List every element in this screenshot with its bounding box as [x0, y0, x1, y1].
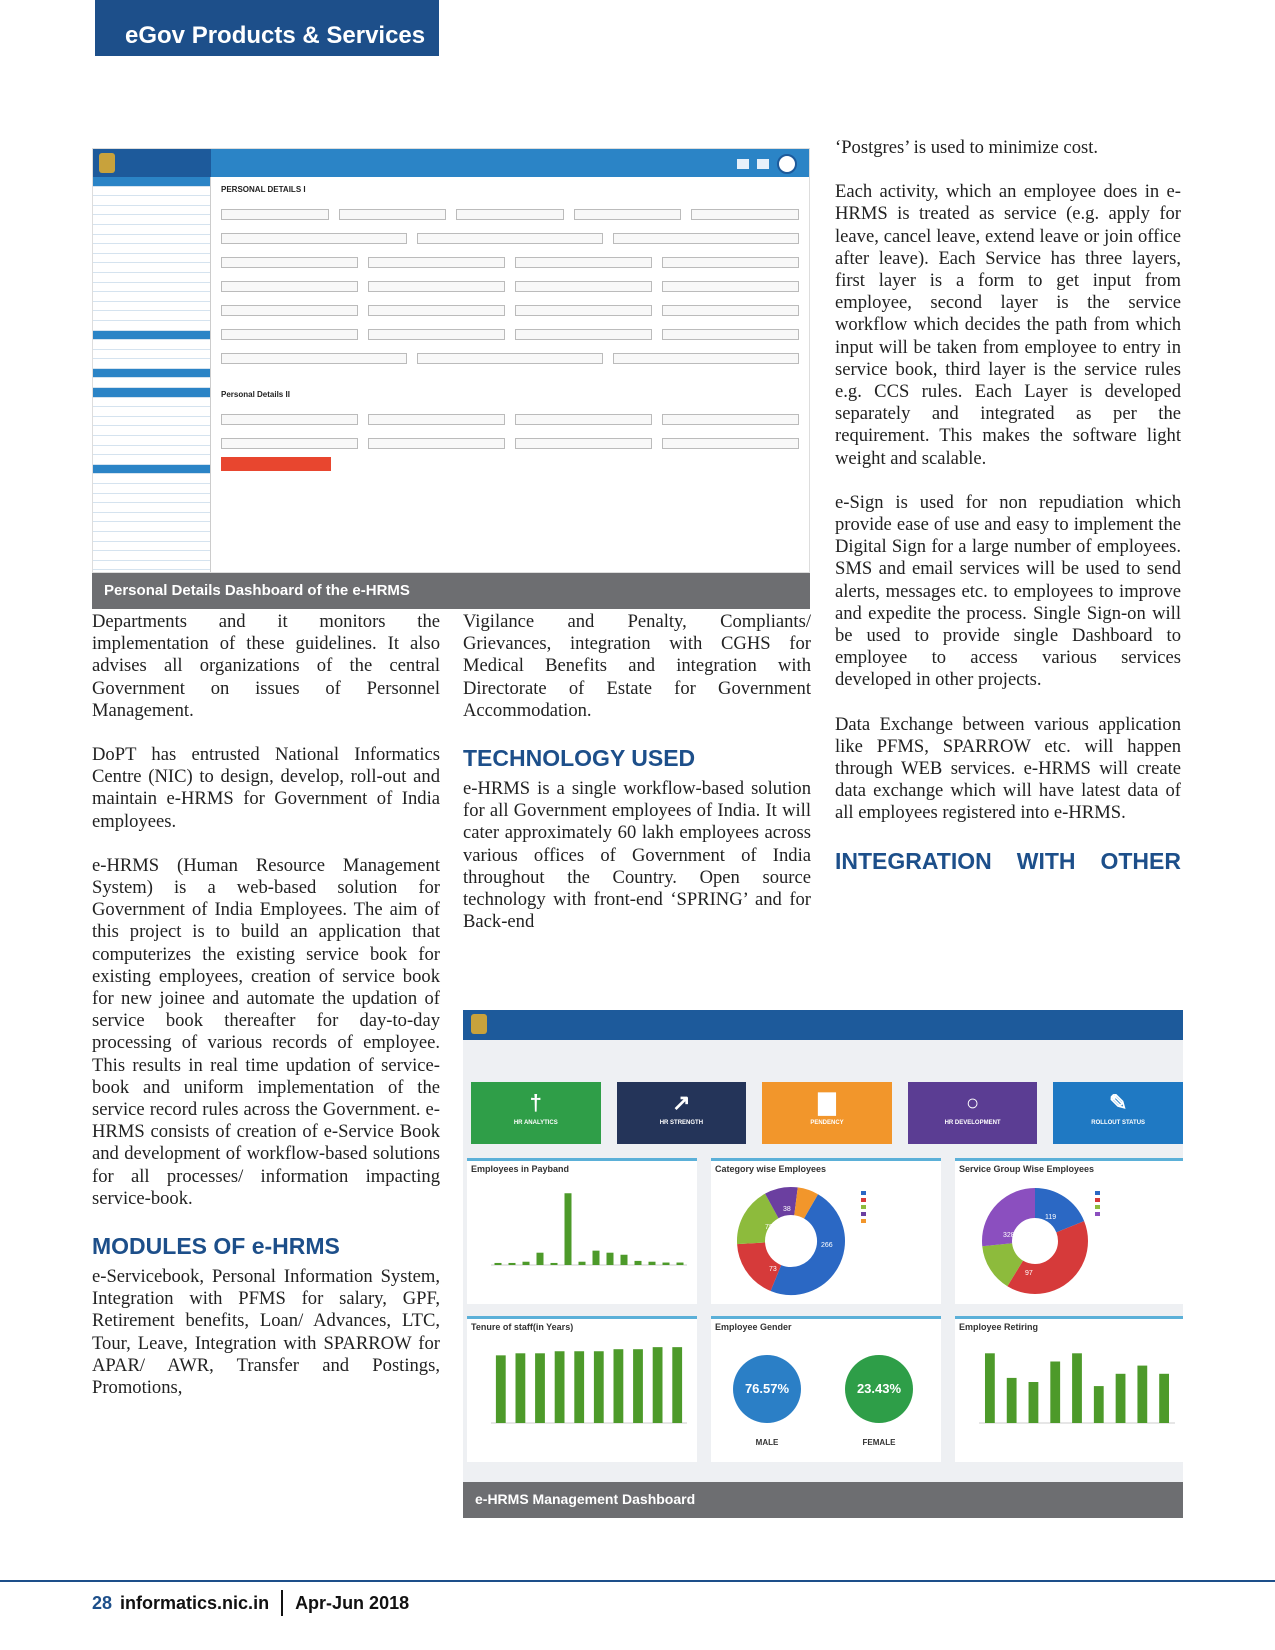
mini-toolbar-icons	[737, 154, 797, 174]
trend-icon: ↗	[672, 1090, 691, 1115]
retiring-chart	[955, 1335, 1183, 1463]
panel-title: Employees in Payband	[471, 1164, 570, 1174]
chart-bar	[621, 1255, 628, 1265]
dash-tile	[762, 1082, 892, 1144]
mini-sidebar-item	[93, 407, 210, 417]
mini-field-input	[221, 353, 407, 364]
mini-sidebar-item	[93, 311, 210, 321]
mini-form-field	[662, 250, 799, 268]
mini-field-input	[221, 414, 358, 425]
mini-sidebar-item	[93, 484, 210, 494]
modules-heading: MODULES OF e-HRMS	[92, 1233, 340, 1260]
integration-heading: INTEGRATION WITH OTHER	[835, 847, 1181, 874]
mini-sidebar-item	[93, 235, 210, 245]
mini-form-field	[221, 431, 358, 449]
chart-bar	[537, 1253, 544, 1265]
donut-label: 73	[769, 1266, 777, 1273]
mini-field-label	[574, 202, 682, 209]
mini-form-field	[221, 298, 358, 316]
chart-bar	[635, 1261, 642, 1265]
mini-field-input	[515, 438, 652, 449]
col3-paragraph-1: ‘Postgres’ is used to minimize cost.	[835, 137, 1099, 158]
mini-form-field	[221, 202, 329, 220]
mini-sidebar-item	[93, 378, 210, 388]
chart-bar	[496, 1355, 506, 1423]
figure2-screenshot	[463, 1010, 1183, 1482]
mini-field-input	[368, 305, 505, 316]
mini-form-field	[368, 298, 505, 316]
panel-payband	[467, 1158, 697, 1304]
legend-swatch	[1095, 1212, 1100, 1216]
panel-retiring	[955, 1316, 1183, 1462]
mini-form-field	[515, 322, 652, 340]
chart-bar	[1094, 1386, 1104, 1423]
mini-sidebar-item	[93, 350, 210, 360]
form-section2-title: Personal Details II	[221, 390, 290, 399]
mini-form-field	[221, 250, 358, 268]
female-percent: 23.43%	[856, 1381, 902, 1396]
chart-bar	[663, 1263, 670, 1265]
mini-field-input	[515, 305, 652, 316]
chart-bar	[579, 1262, 586, 1265]
save-button	[221, 457, 331, 471]
dash-tile	[908, 1082, 1038, 1144]
mini-field-input	[691, 209, 799, 220]
mini-form-row	[221, 322, 799, 340]
mini-sidebar-item	[93, 455, 210, 465]
mini-form-field	[368, 407, 505, 425]
male-label: MALE	[755, 1438, 779, 1447]
grid-icon	[757, 159, 769, 169]
chart-bar	[1050, 1362, 1060, 1424]
chart-bar	[1159, 1374, 1169, 1423]
mini-sidebar-item	[93, 273, 210, 283]
mini-sidebar-item	[93, 187, 210, 197]
panel-title: Employee Gender	[715, 1322, 792, 1332]
mini-field-label	[221, 346, 407, 353]
mini-form-field	[613, 226, 799, 244]
donut-label: 266	[821, 1242, 833, 1249]
mini-form-row	[221, 346, 799, 364]
mini-form-field	[417, 226, 603, 244]
mini-sidebar-item	[93, 494, 210, 504]
mini-field-label	[515, 322, 652, 329]
mini-form-row	[221, 274, 799, 292]
chart-bar	[593, 1251, 600, 1265]
mini-field-input	[417, 353, 603, 364]
mini-field-label	[221, 322, 358, 329]
legend-swatch	[1095, 1205, 1100, 1209]
payband-chart	[467, 1177, 697, 1305]
chart-bar	[672, 1347, 682, 1423]
bars-icon: ▇	[818, 1090, 836, 1115]
mini-sidebar-item	[93, 503, 210, 513]
mini-field-input	[662, 305, 799, 316]
col1-paragraph-1: Departments and it monitors the implementation of these guidelines. It also advises all organizations of the central Government on issues of Personnel Management.	[92, 611, 440, 721]
mini-form-field	[417, 346, 603, 364]
chart-bar	[495, 1263, 502, 1265]
chart-bar	[535, 1353, 545, 1423]
mini-form-row	[221, 202, 799, 220]
mini-field-input	[574, 209, 682, 220]
mini-field-label	[221, 250, 358, 257]
legend-swatch	[1095, 1198, 1100, 1202]
mini-sidebar-item	[93, 426, 210, 436]
mini-field-label	[515, 250, 652, 257]
mini-sidebar-item	[93, 225, 210, 235]
chart-bar	[1072, 1353, 1082, 1423]
mini-field-label	[417, 226, 603, 233]
mini-field-label	[613, 226, 799, 233]
mini-form-field	[368, 322, 505, 340]
mini-field-input	[368, 257, 505, 268]
mini-sidebar-item	[93, 551, 210, 561]
male-percent: 76.57%	[744, 1381, 790, 1396]
donut-label: 38	[783, 1206, 791, 1213]
mini-field-label	[221, 274, 358, 281]
mini-field-input	[662, 257, 799, 268]
panel-title: Employee Retiring	[959, 1322, 1039, 1332]
mini-field-input	[613, 233, 799, 244]
mini-field-label	[515, 298, 652, 305]
panel-gender	[711, 1316, 941, 1462]
mini-field-input	[221, 305, 358, 316]
chart-bar	[509, 1263, 516, 1265]
section-header-tab	[95, 0, 439, 56]
mini-sidebar-item	[93, 340, 210, 350]
mini-field-input	[368, 281, 505, 292]
emblem-icon	[99, 153, 115, 173]
mini-sidebar-item	[93, 388, 210, 398]
chart-bar	[555, 1351, 565, 1423]
mini-field-label	[368, 322, 505, 329]
mini-form-row	[221, 250, 799, 268]
mini-field-label	[662, 407, 799, 414]
chart-bar	[985, 1353, 995, 1423]
mini-field-label	[368, 250, 505, 257]
mini-field-input	[417, 233, 603, 244]
mini-field-input	[662, 329, 799, 340]
person-icon: †	[529, 1090, 542, 1115]
mini-field-label	[613, 346, 799, 353]
mini-field-input	[221, 209, 329, 220]
figure-personal-details	[92, 148, 810, 610]
chart-bar	[523, 1262, 530, 1265]
panel-title: Tenure of staff(in Years)	[471, 1322, 574, 1332]
legend-swatch	[861, 1191, 866, 1195]
mini-field-label	[417, 346, 603, 353]
mini-form-field	[368, 431, 505, 449]
mini-form-field	[662, 431, 799, 449]
mini-form-field	[339, 202, 447, 220]
mini-field-label	[515, 274, 652, 281]
dash-tile-label: HR STRENGTH	[659, 1120, 704, 1126]
mini-field-label	[221, 431, 358, 438]
mini-form-field	[456, 202, 564, 220]
mini-sidebar-item	[93, 196, 210, 206]
col1-paragraph-4: e-Servicebook, Personal Information System, Integration with PFMS for salary, GPF, Retirement benefits, Loan/ Advances, LTC, Tour, Leave, Integration with SPARROW for APAR/ AWR, Transfer and Postings, Promotions,	[92, 1266, 440, 1399]
mini-form-row	[221, 407, 799, 425]
mini-field-input	[368, 414, 505, 425]
mini-form-field	[515, 298, 652, 316]
mini-sidebar-item	[93, 474, 210, 484]
mini-field-label	[368, 431, 505, 438]
bulb-icon: ○	[965, 1090, 980, 1115]
footer-site: informatics.nic.in	[120, 1592, 270, 1613]
mini-form-field	[368, 274, 505, 292]
mini-sidebar-item	[93, 244, 210, 254]
mini-field-input	[221, 438, 358, 449]
col3-paragraph-2: Each activity, which an employee does in e-HRMS is treated as service (e.g. apply for leave, cancel leave, extend leave or join office after leave). Each Service has three layers, first layer is a form to get input from employee, second layer is the service workflow which decides the path from which input will be taken from employee to entry in service book, third layer is the service rules e.g. CCS rules. Each Layer is developed separately and integrated as per the requirement. This makes the software light weight and scalable.	[835, 181, 1181, 469]
mini-form-field	[662, 407, 799, 425]
donut-label: 119	[1045, 1214, 1057, 1221]
mini-field-input	[221, 257, 358, 268]
mini-field-input	[368, 438, 505, 449]
mini-form-field	[662, 298, 799, 316]
dash-tile-label: ROLLOUT STATUS	[1091, 1120, 1146, 1126]
mini-sidebar	[93, 177, 211, 572]
mini-field-input	[662, 438, 799, 449]
mini-sidebar-item	[93, 206, 210, 216]
mini-sidebar-item	[93, 263, 210, 273]
mini-sidebar-item	[93, 369, 210, 379]
footer-separator	[281, 1590, 283, 1616]
mini-sidebar-item	[93, 542, 210, 552]
dash-tile	[1053, 1082, 1183, 1144]
donut-label: 97	[1025, 1270, 1033, 1277]
page-number: 28	[92, 1592, 113, 1613]
mini-sidebar-item	[93, 215, 210, 225]
mini-field-label	[368, 274, 505, 281]
mini-topbar	[93, 149, 809, 177]
tenure-chart	[467, 1335, 697, 1463]
mini-field-label	[662, 250, 799, 257]
mini-form-field	[691, 202, 799, 220]
avatar-icon	[777, 154, 797, 174]
mini-field-label	[662, 431, 799, 438]
chart-bar	[1007, 1378, 1017, 1423]
mini-field-input	[368, 329, 505, 340]
donut-label: 328	[1003, 1232, 1015, 1239]
dash-topbar	[463, 1010, 1183, 1040]
mini-field-label	[662, 298, 799, 305]
chart-bar	[1116, 1374, 1126, 1423]
mini-sidebar-item	[93, 177, 210, 187]
mini-sidebar-item	[93, 398, 210, 408]
mini-field-input	[613, 353, 799, 364]
mini-field-input	[515, 329, 652, 340]
mini-form-field	[368, 250, 505, 268]
mini-field-input	[515, 414, 652, 425]
mini-form-field	[221, 226, 407, 244]
mini-sidebar-item	[93, 302, 210, 312]
mini-form-row	[221, 431, 799, 449]
technology-heading: TECHNOLOGY USED	[463, 745, 696, 772]
home-icon	[737, 159, 749, 169]
female-label: FEMALE	[862, 1438, 896, 1447]
mini-sidebar-item	[93, 513, 210, 523]
mini-field-label	[662, 274, 799, 281]
panel-service-group	[955, 1158, 1183, 1304]
figure-management-dashboard	[463, 1010, 1183, 1518]
mini-field-label	[339, 202, 447, 209]
mini-field-input	[456, 209, 564, 220]
mini-sidebar-item	[93, 522, 210, 532]
mini-field-input	[221, 329, 358, 340]
chart-bar	[1137, 1366, 1147, 1423]
mini-sidebar-item	[93, 359, 210, 369]
mini-field-label	[221, 298, 358, 305]
mini-form-field	[221, 322, 358, 340]
mini-sidebar-item	[93, 446, 210, 456]
mini-form-field	[515, 407, 652, 425]
mini-sidebar-item	[93, 417, 210, 427]
chart-bar	[574, 1351, 584, 1423]
col1-paragraph-3: e-HRMS (Human Resource Management System) is a web-based solution for Government of India Employees. The aim of this project is to build an application that computerizes the existing service book for existing employees, creation of service book for new joinee and automate the updation of service book thereafter for day-to-day processing of various records of employee. This results in real time updation of service-book and uniform implementation of the service record rules across the Government. e-HRMS consists of creation of e-Service Book and development of workflow-based solutions for all processes/ information impacting service-book.	[92, 854, 440, 1209]
edit-icon: ✎	[1108, 1090, 1128, 1115]
legend-swatch	[861, 1219, 866, 1223]
chart-bar	[565, 1193, 572, 1265]
panel-title: Category wise Employees	[715, 1164, 827, 1174]
col2-paragraph-2: e-HRMS is a single workflow-based solution for all Government employees of India. It will cater approximately 60 lakh employees across various offices of Government of India throughout the Country. Open source technology with front-end ‘SPRING’ and for Back-end	[463, 778, 811, 933]
figure1-caption: Personal Details Dashboard of the e-HRMS	[92, 573, 810, 609]
panel-title: Service Group Wise Employees	[959, 1164, 1094, 1174]
emblem-icon	[471, 1014, 487, 1034]
category-donut	[711, 1177, 941, 1305]
chart-bar	[594, 1351, 604, 1423]
mini-field-label	[691, 202, 799, 209]
dash-tile	[471, 1082, 601, 1144]
chart-bar	[1029, 1382, 1039, 1423]
mini-field-label	[456, 202, 564, 209]
dash-tile-label: HR DEVELOPMENT	[944, 1120, 1001, 1126]
service-group-donut	[955, 1177, 1183, 1305]
panel-tenure	[467, 1316, 697, 1462]
mini-sidebar-item	[93, 465, 210, 475]
mini-field-label	[515, 407, 652, 414]
mini-field-label	[515, 431, 652, 438]
footer-rule	[0, 1580, 1275, 1582]
section-title: eGov Products & Services	[125, 22, 426, 49]
mini-field-label	[368, 298, 505, 305]
mini-logo	[93, 149, 211, 177]
figure2-caption: e-HRMS Management Dashboard	[463, 1482, 1183, 1518]
mini-form-field	[515, 274, 652, 292]
mini-sidebar-item	[93, 436, 210, 446]
mini-form-field	[221, 274, 358, 292]
mini-sidebar-item	[93, 561, 210, 571]
donut-label: 78	[765, 1224, 773, 1231]
mini-field-input	[662, 414, 799, 425]
mini-form-field	[613, 346, 799, 364]
dash-tiles	[471, 1082, 1183, 1144]
mini-form-field	[221, 346, 407, 364]
mini-form-field	[574, 202, 682, 220]
chart-bar	[653, 1347, 663, 1423]
mini-sidebar-item	[93, 321, 210, 331]
mini-field-input	[339, 209, 447, 220]
col2-paragraph-1: Vigilance and Penalty, Compliants/ Grievances, integration with CGHS for Medical Benefits and integration with Directorate of Estate for Government Accommodation.	[463, 611, 811, 721]
mini-field-label	[221, 202, 329, 209]
mini-form-field	[515, 250, 652, 268]
chart-bar	[633, 1349, 643, 1423]
form-title: PERSONAL DETAILS I	[221, 185, 306, 194]
mini-field-input	[662, 281, 799, 292]
mini-field-label	[368, 407, 505, 414]
mini-sidebar-item	[93, 292, 210, 302]
mini-form-row	[221, 226, 799, 244]
page-footer	[92, 1590, 409, 1616]
legend-swatch	[861, 1205, 866, 1209]
mini-field-label	[662, 322, 799, 329]
panel-category	[711, 1158, 941, 1304]
chart-bar	[516, 1353, 526, 1423]
legend-swatch	[861, 1198, 866, 1202]
chart-bar	[551, 1263, 558, 1265]
column-2	[463, 611, 811, 955]
chart-bar	[649, 1262, 656, 1265]
mini-field-label	[221, 226, 407, 233]
figure1-screenshot	[92, 148, 810, 573]
dash-tile-label: HR ANALYTICS	[513, 1120, 558, 1126]
column-1	[92, 611, 440, 1421]
mini-form-field	[662, 274, 799, 292]
col3-paragraph-4: Data Exchange between various application like PFMS, SPARROW etc. will happen through WEB services. e-HRMS will create data exchange which will have latest data of all employees registered into e-HRMS.	[835, 713, 1181, 824]
legend-swatch	[1095, 1191, 1100, 1195]
mini-field-input	[515, 257, 652, 268]
dash-tile-label: PENDENCY	[810, 1120, 844, 1126]
col3-paragraph-3: e-Sign is used for non repudiation which provide ease of use and easy to implement the Digital Sign for a large number of employees. SMS and email services will be used to send alerts, messages etc. to employees to improve and expedite the process. Single Sign-on will be used to provide single Dashboard to employee to access various services developed in other projects.	[835, 491, 1181, 691]
mini-form	[221, 185, 799, 572]
legend-swatch	[861, 1212, 866, 1216]
column-3	[835, 137, 1181, 881]
mini-field-label	[221, 407, 358, 414]
mini-field-input	[515, 281, 652, 292]
footer-issue: Apr-Jun 2018	[295, 1592, 410, 1613]
mini-form-row	[221, 298, 799, 316]
dash-tile	[617, 1082, 747, 1144]
gender-chart	[711, 1335, 941, 1463]
mini-sidebar-item	[93, 254, 210, 264]
mini-form-field	[221, 407, 358, 425]
mini-sidebar-item	[93, 283, 210, 293]
col1-paragraph-2: DoPT has entrusted National Informatics Centre (NIC) to design, develop, roll-out and maintain e-HRMS for Government of India employees.	[92, 744, 440, 832]
mini-sidebar-item	[93, 532, 210, 542]
chart-bar	[614, 1349, 624, 1423]
chart-bar	[677, 1263, 684, 1265]
chart-bar	[607, 1253, 614, 1265]
mini-field-input	[221, 233, 407, 244]
mini-field-input	[221, 281, 358, 292]
mini-form-field	[515, 431, 652, 449]
mini-sidebar-item	[93, 331, 210, 341]
mini-form-field	[662, 322, 799, 340]
